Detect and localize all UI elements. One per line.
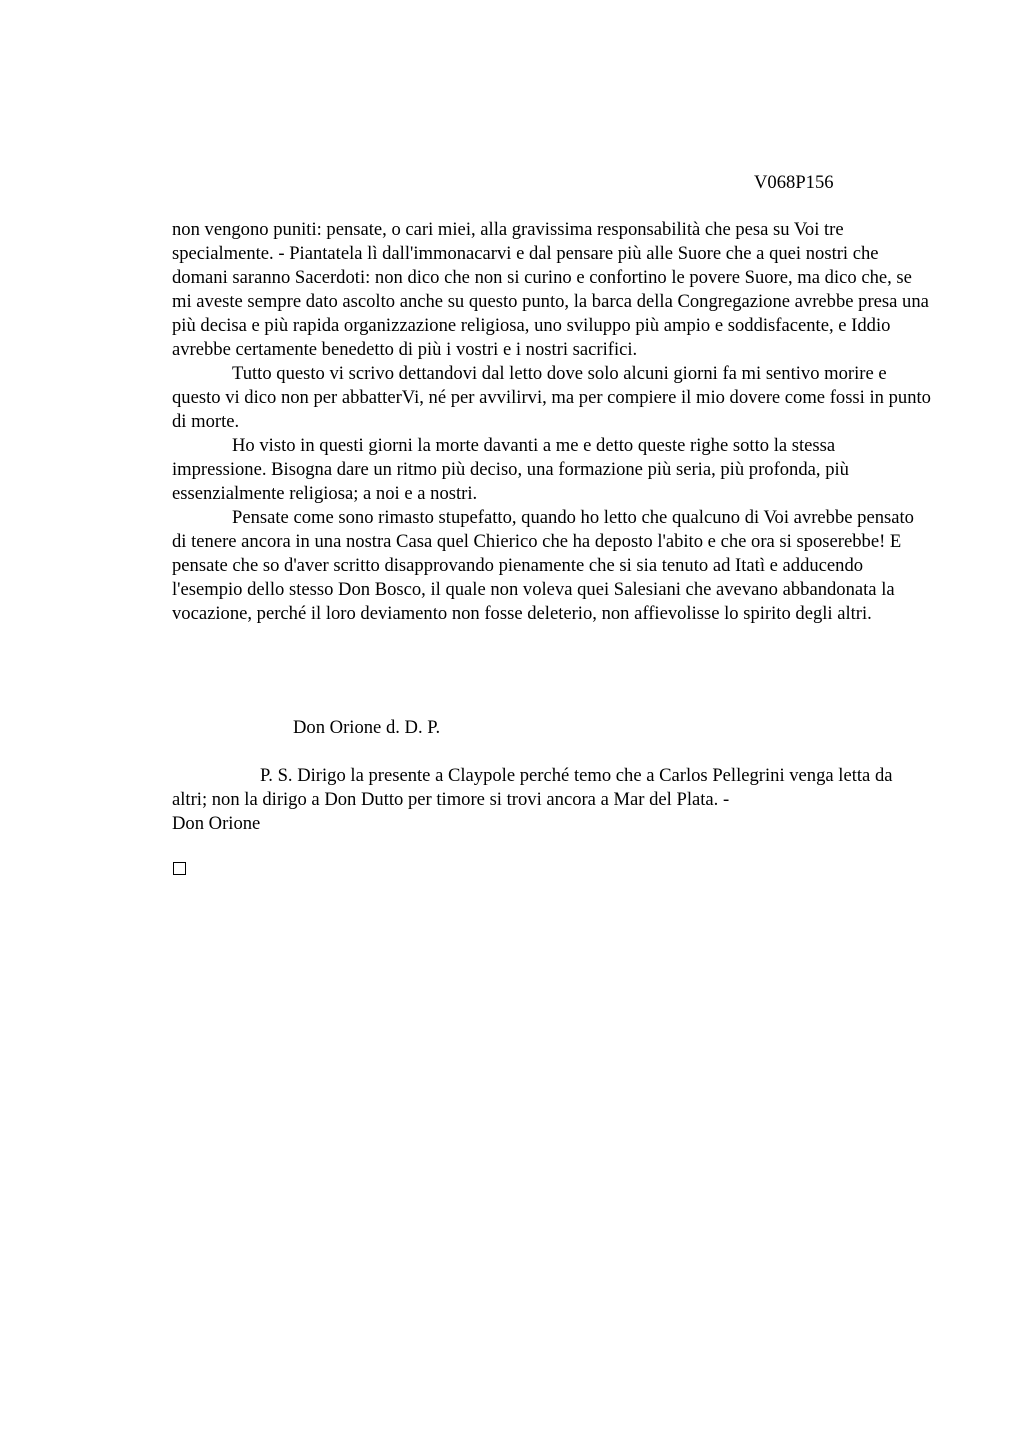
letter-body [172,218,932,626]
end-box-icon [173,862,186,875]
paragraph: non vengono puniti: pensate, o cari miei, alla gravissima responsabilità che pesa su Voi tre specialmente. - Piantatela lì dall'immonacarvi e dal pensare più alle Suore che a quei nostri che domani saranno Sacerdoti: non dico che non si curino e confortino le povere Suore, ma dico che, se mi aveste sempre dato ascolto anche su questo punto, la barca della Congregazione avrebbe presa una più decisa e più rapida organizzazione religiosa, uno sviluppo più ampio e soddisfacente, e Iddio avrebbe certamente benedetto di più i vostri e i nostri sacrifici. [172,219,929,360]
paragraph: Tutto questo vi scrivo dettandovi dal letto dove solo alcuni giorni fa mi sentivo morire e questo vi dico non per abbatterVi, né per avvilirvi, ma per compiere il mio dovere come fossi in punto di morte. [172,363,931,432]
postscript-text: P. S. Dirigo la presente a Claypole perché temo che a Carlos Pellegrini venga letta da altri; non la dirigo a Don Dutto per timore si trovi ancora a Mar del Plata. - [172,765,893,810]
signature: Don Orione d. D. P. [293,717,441,738]
postscript [172,764,932,836]
page-code: V068P156 [754,172,834,193]
paragraph: Ho visto in questi giorni la morte davanti a me e detto queste righe sotto la stessa impressione. Bisogna dare un ritmo più deciso, una formazione più seria, più profonda, più essenzialmente religiosa; a noi e a nostri. [172,435,849,504]
paragraph: Pensate come sono rimasto stupefatto, quando ho letto che qualcuno di Voi avrebbe pensato di tenere ancora in una nostra Casa quel Chierico che ha deposto l'abito e che ora si sposerebbe! E pensate che so d'aver scritto disapprovando pienamente che si sia tenuto ad Itatì e adducendo l'esempio dello stesso Don Bosco, il quale non voleva quei Salesiani che avevano abbandonata la vocazione, perché il loro deviamento non fosse deleterio, non affievolisse lo spirito degli altri. [172,507,914,624]
postscript-signature: Don Orione [172,813,261,834]
